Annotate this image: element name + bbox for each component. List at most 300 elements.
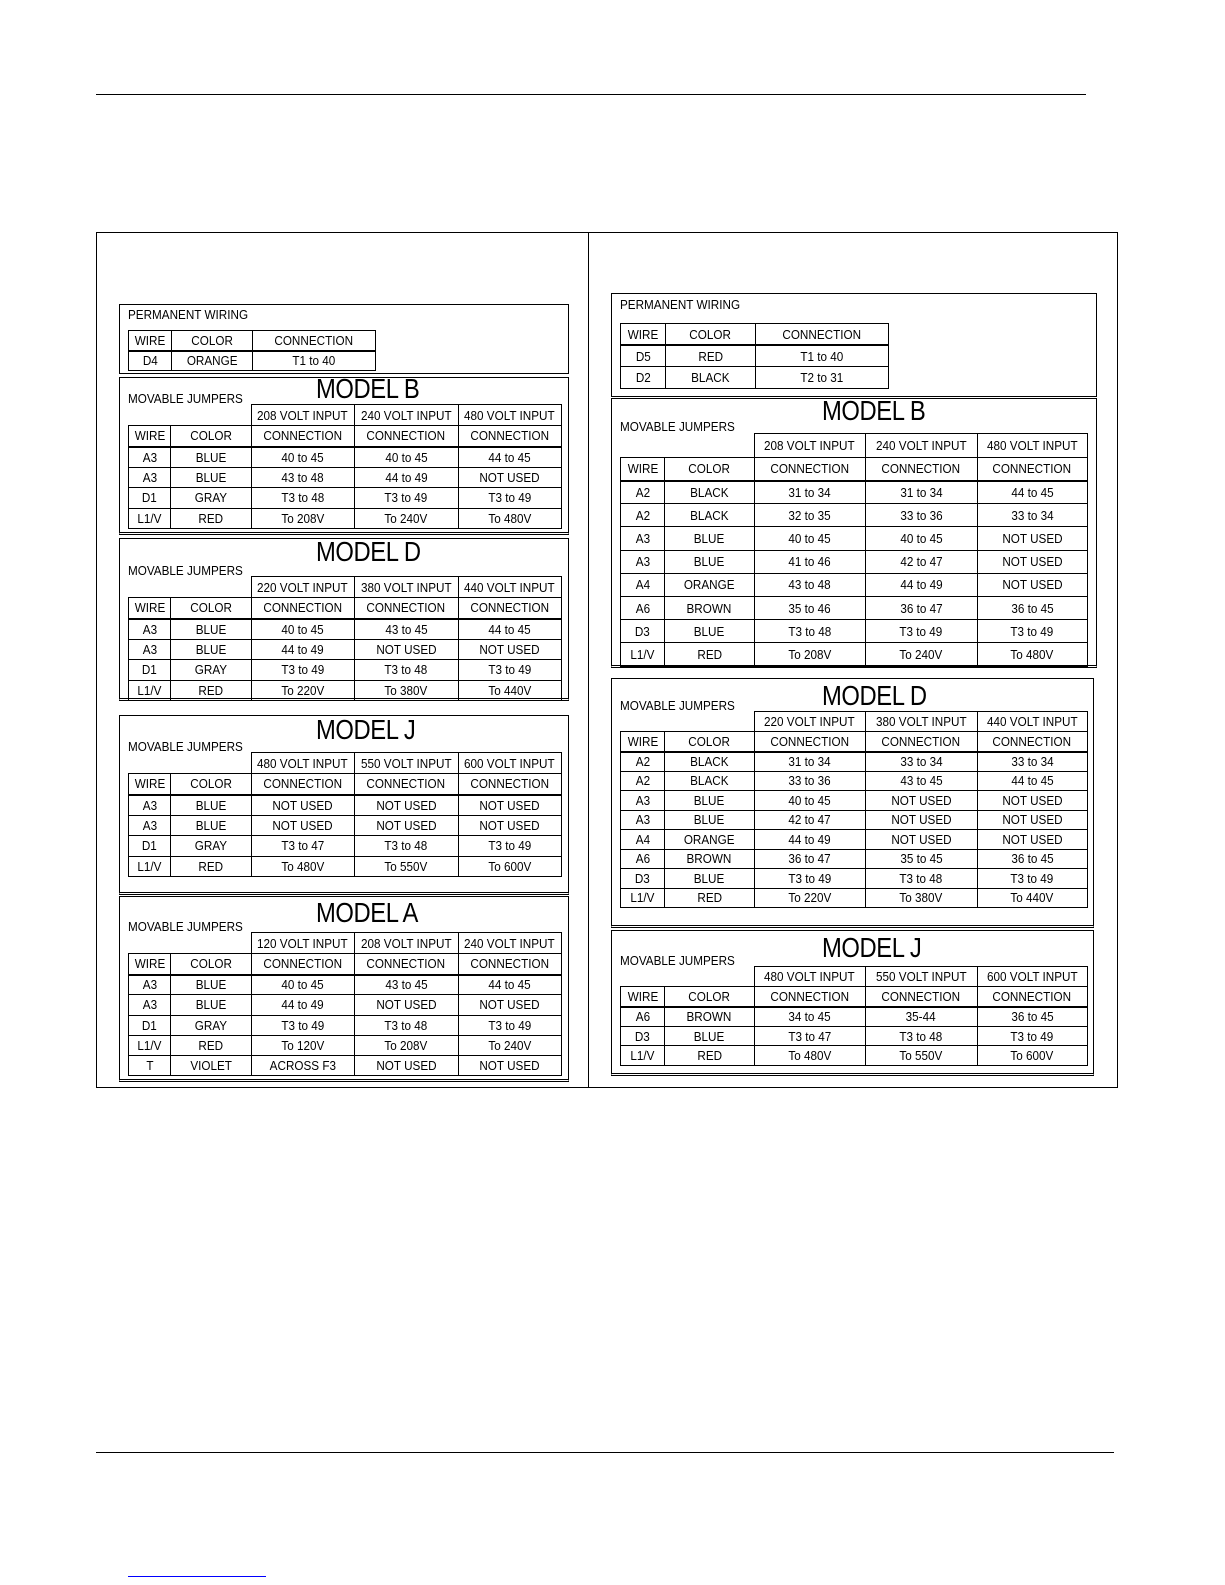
connection-cell — [977, 1046, 1087, 1066]
connection-cell-text: NOT USED — [890, 792, 952, 808]
connection-cell-text: 43 to 45 — [384, 977, 428, 993]
connection-cell — [977, 771, 1087, 791]
table-row — [621, 888, 1088, 908]
connection-cell-text: T3 to 48 — [384, 838, 428, 854]
connection-header — [251, 774, 354, 795]
voltage-header — [754, 967, 865, 987]
connection-cell-text: 35 to 46 — [788, 600, 831, 616]
left-model-b-title: MODEL B — [316, 373, 420, 404]
voltage-header — [354, 753, 458, 774]
frame-divider — [588, 232, 589, 1088]
connection-cell-text: 35-44 — [906, 1009, 936, 1025]
connection-header — [354, 426, 458, 447]
color-cell — [171, 447, 252, 468]
connection-cell-text: 44 to 49 — [899, 577, 943, 593]
connection-cell-text: 44 to 45 — [488, 621, 531, 637]
table-row — [621, 1026, 1088, 1046]
table-row — [129, 508, 562, 529]
connection-cell-text: T3 to 47 — [281, 838, 324, 854]
color-cell — [665, 849, 755, 869]
connection-cell — [458, 488, 561, 509]
connection-cell — [251, 975, 354, 995]
connection-cell — [865, 1046, 977, 1066]
connection-header-text: CONNECTION — [470, 428, 549, 444]
connection-cell-text: To 208V — [384, 1038, 428, 1054]
wire-cell-text: A6 — [635, 600, 650, 616]
color-cell — [171, 995, 252, 1015]
wire-header — [621, 324, 666, 346]
connection-cell — [458, 619, 561, 640]
connection-cell-text: NOT USED — [1001, 792, 1063, 808]
connection-cell — [354, 447, 458, 468]
left-model-j-table — [128, 752, 562, 877]
connection-cell-text: T3 to 49 — [384, 490, 428, 506]
table-row — [129, 1015, 562, 1035]
voltage-header-text: 380 VOLT INPUT — [875, 714, 967, 729]
color-cell-text: BROWN — [686, 851, 732, 867]
table-header-row — [129, 954, 562, 975]
wire-header — [129, 954, 171, 975]
connection-cell — [354, 795, 458, 816]
connection-cell — [754, 849, 865, 869]
wire-header-text: WIRE — [627, 326, 659, 342]
wire-cell-text: A3 — [635, 812, 650, 828]
voltage-header-text: 600 VOLT INPUT — [464, 755, 555, 771]
table-row — [129, 975, 562, 995]
color-cell-text: BLUE — [693, 530, 725, 546]
table-header-row — [129, 598, 562, 619]
connection-cell-text: T3 to 48 — [899, 1028, 943, 1044]
color-cell — [171, 795, 252, 816]
connection-cell — [754, 869, 865, 889]
color-cell-text: VIOLET — [189, 1058, 232, 1074]
color-header-text: COLOR — [189, 600, 232, 616]
table-row — [621, 481, 1088, 504]
voltage-header-text: 440 VOLT INPUT — [464, 579, 555, 595]
connection-cell — [754, 596, 865, 619]
wire-cell — [129, 639, 171, 660]
connection-cell — [865, 1026, 977, 1046]
voltage-header-text: 440 VOLT INPUT — [986, 714, 1078, 729]
wire-header-text: WIRE — [134, 428, 165, 444]
table-header-row — [129, 331, 376, 351]
connection-cell — [756, 345, 889, 367]
voltage-header-text: 240 VOLT INPUT — [360, 407, 452, 423]
left-model-j-movable-jumpers-label: MOVABLE JUMPERS — [128, 739, 243, 754]
wire-cell — [621, 830, 665, 850]
connection-cell — [354, 467, 458, 488]
connection-cell-text: 31 to 34 — [788, 754, 831, 769]
connection-cell-text: NOT USED — [479, 641, 540, 657]
color-cell — [665, 1026, 755, 1046]
color-cell-text: BLUE — [693, 554, 725, 570]
color-cell — [665, 791, 755, 811]
color-cell-text: BLUE — [195, 641, 227, 657]
connection-cell-text: 31 to 34 — [899, 484, 943, 500]
connection-cell-text: NOT USED — [479, 1058, 540, 1074]
connection-cell-text: NOT USED — [479, 817, 540, 833]
color-cell — [171, 680, 252, 701]
connection-header-text: CONNECTION — [992, 461, 1072, 477]
voltage-header-row — [129, 577, 562, 598]
connection-header — [458, 774, 561, 795]
wire-cell-text: L1/V — [630, 890, 655, 906]
color-cell — [665, 504, 755, 527]
wire-cell — [621, 596, 665, 619]
connection-cell-text: 36 to 45 — [1010, 600, 1054, 616]
connection-cell — [251, 815, 354, 836]
color-cell-text: ORANGE — [186, 353, 238, 369]
table-row — [621, 771, 1088, 791]
connection-cell-text: 40 to 45 — [281, 621, 324, 637]
connection-cell-text: T3 to 49 — [488, 662, 531, 678]
connection-cell-text: 36 to 47 — [788, 851, 831, 867]
connection-cell-text: 43 to 48 — [788, 577, 831, 593]
connection-cell — [458, 508, 561, 529]
connection-cell — [251, 660, 354, 681]
connection-cell — [865, 1007, 977, 1027]
wire-cell — [621, 345, 666, 367]
table-row — [621, 752, 1088, 772]
connection-cell-text: T3 to 48 — [788, 623, 831, 639]
wire-cell-text: A3 — [142, 977, 157, 993]
wire-cell-text: D1 — [142, 662, 157, 678]
wire-cell — [129, 995, 171, 1015]
blank-cell — [171, 577, 252, 598]
connection-header — [977, 458, 1087, 481]
color-cell-text: BLACK — [690, 484, 729, 500]
connection-cell — [354, 975, 458, 995]
table-row — [621, 643, 1088, 666]
connection-cell — [754, 888, 865, 908]
connection-cell-text: T3 to 49 — [488, 1017, 531, 1033]
connection-cell — [354, 508, 458, 529]
color-cell — [171, 619, 252, 640]
left-model-d-movable-jumpers-label: MOVABLE JUMPERS — [128, 563, 243, 578]
table-row — [621, 810, 1088, 830]
voltage-header-row — [621, 434, 1088, 458]
right-model-b-table — [620, 433, 1088, 667]
wire-cell — [129, 1015, 171, 1035]
connection-cell — [754, 643, 865, 666]
connection-cell — [251, 447, 354, 468]
connection-cell-text: To 380V — [384, 682, 428, 698]
connection-cell — [458, 815, 561, 836]
voltage-header — [977, 967, 1087, 987]
table-row — [129, 1056, 562, 1076]
connection-cell — [977, 869, 1087, 889]
connection-cell — [977, 620, 1087, 643]
connection-cell — [754, 481, 865, 504]
wire-cell-text: D5 — [635, 348, 651, 364]
color-cell — [172, 351, 253, 371]
connection-cell-text: To 480V — [1010, 646, 1054, 662]
wire-header — [129, 598, 171, 619]
connection-header — [251, 426, 354, 447]
wire-cell — [129, 815, 171, 836]
connection-cell — [865, 830, 977, 850]
connection-cell — [865, 771, 977, 791]
color-cell-text: GRAY — [194, 662, 227, 678]
color-cell-text: BLACK — [690, 507, 729, 523]
connection-cell-text: To 208V — [281, 510, 324, 526]
connection-cell-text: NOT USED — [890, 831, 952, 847]
connection-cell-text: To 120V — [281, 1038, 324, 1054]
wire-cell-text: D1 — [142, 1017, 157, 1033]
table-row — [621, 367, 889, 389]
wire-cell-text: A3 — [142, 469, 157, 485]
connection-cell — [458, 995, 561, 1015]
table-row — [129, 447, 562, 468]
wire-cell — [129, 1056, 171, 1076]
connection-cell-text: 42 to 47 — [899, 554, 943, 570]
color-cell — [665, 1007, 755, 1027]
color-cell — [171, 488, 252, 509]
color-cell-text: BLUE — [195, 977, 227, 993]
color-cell — [171, 660, 252, 681]
table-header-row — [129, 426, 562, 447]
connection-cell — [251, 467, 354, 488]
connection-cell — [354, 1056, 458, 1076]
left-model-a-table — [128, 932, 562, 1076]
connection-cell-text: T3 to 49 — [1010, 870, 1054, 886]
connection-header-text: CONNECTION — [366, 956, 446, 972]
wire-cell-text: A4 — [635, 831, 650, 847]
connection-cell-text: 44 to 49 — [788, 831, 831, 847]
wire-header-text: WIRE — [627, 733, 658, 749]
connection-header — [977, 732, 1087, 752]
wire-cell-text: A3 — [635, 530, 650, 546]
connection-cell — [977, 504, 1087, 527]
wire-cell — [129, 619, 171, 640]
footer-link-underline[interactable] — [128, 1576, 266, 1577]
wire-cell-text: L1/V — [137, 858, 162, 874]
connection-header — [458, 426, 561, 447]
wire-cell-text: D1 — [142, 838, 157, 854]
blank-cell — [621, 712, 665, 732]
color-cell-text: GRAY — [194, 1017, 227, 1033]
voltage-header-text: 240 VOLT INPUT — [875, 438, 967, 453]
color-header-text: COLOR — [189, 776, 232, 792]
left-permanent-wiring-table — [128, 330, 376, 371]
color-cell — [665, 771, 755, 791]
connection-cell-text: To 208V — [788, 646, 831, 662]
connection-cell-text: 44 to 45 — [1010, 773, 1054, 789]
connection-cell — [458, 856, 561, 877]
color-cell — [665, 643, 755, 666]
color-cell — [171, 836, 252, 857]
wire-cell-text: D4 — [142, 353, 158, 369]
color-cell — [171, 1035, 252, 1055]
wire-cell-text: L1/V — [630, 1048, 655, 1064]
table-row — [621, 830, 1088, 850]
wire-cell-text: A2 — [635, 754, 650, 769]
blank-cell — [665, 712, 755, 732]
wire-cell-text: A6 — [635, 1009, 650, 1025]
connection-cell-text: NOT USED — [1001, 530, 1063, 546]
connection-cell-text: 40 to 45 — [899, 530, 943, 546]
table-row — [129, 1035, 562, 1055]
connection-header — [354, 598, 458, 619]
connection-cell-text: To 220V — [281, 682, 324, 698]
color-header-text: COLOR — [189, 428, 232, 444]
connection-cell-text: 36 to 45 — [1010, 1009, 1054, 1025]
connection-cell-text: NOT USED — [375, 641, 437, 657]
connection-cell — [754, 771, 865, 791]
connection-header-text: CONNECTION — [263, 956, 342, 972]
wire-cell — [129, 975, 171, 995]
voltage-header — [977, 712, 1087, 732]
wire-cell — [129, 488, 171, 509]
connection-cell — [754, 620, 865, 643]
wire-cell — [129, 1035, 171, 1055]
wire-header — [129, 774, 171, 795]
wire-cell — [621, 752, 665, 772]
color-cell-text: BLUE — [693, 812, 725, 828]
wire-header-text: WIRE — [134, 332, 166, 348]
connection-cell — [977, 573, 1087, 596]
connection-cell — [354, 1035, 458, 1055]
connection-cell — [251, 508, 354, 529]
wire-cell — [621, 1026, 665, 1046]
voltage-header — [865, 712, 977, 732]
connection-cell — [251, 488, 354, 509]
connection-cell — [251, 680, 354, 701]
color-cell-text: RED — [696, 890, 722, 906]
connection-cell-text: 43 to 45 — [899, 773, 943, 789]
connection-header — [977, 987, 1087, 1007]
wire-cell — [129, 680, 171, 701]
color-cell-text: BLUE — [693, 623, 725, 639]
connection-cell — [251, 836, 354, 857]
left-model-a-title: MODEL A — [316, 897, 418, 928]
color-cell-text: RED — [696, 1048, 722, 1064]
connection-cell-text: T3 to 48 — [384, 1017, 428, 1033]
color-cell-text: GRAY — [194, 838, 227, 854]
voltage-header — [458, 405, 561, 426]
wire-cell-text: D3 — [635, 870, 650, 886]
connection-cell — [977, 596, 1087, 619]
wire-cell-text: L1/V — [137, 1038, 162, 1054]
wire-cell — [621, 527, 665, 550]
wire-cell-text: D3 — [635, 623, 650, 639]
wire-cell-text: A2 — [635, 484, 650, 500]
right-model-b-title: MODEL B — [822, 395, 926, 426]
color-cell-text: BROWN — [686, 1009, 732, 1025]
voltage-header-text: 380 VOLT INPUT — [360, 579, 452, 595]
voltage-header — [977, 434, 1087, 458]
color-cell — [665, 869, 755, 889]
connection-cell — [977, 830, 1087, 850]
connection-cell — [865, 643, 977, 666]
connection-cell-text: T1 to 40 — [292, 353, 336, 369]
connection-cell — [251, 856, 354, 877]
wire-cell — [621, 550, 665, 573]
color-header — [171, 774, 252, 795]
color-cell — [665, 481, 755, 504]
wire-cell — [621, 573, 665, 596]
wire-header-text: WIRE — [134, 956, 165, 972]
table-header-row — [129, 774, 562, 795]
connection-header-text: CONNECTION — [263, 776, 342, 792]
connection-cell-text: NOT USED — [479, 469, 540, 485]
color-cell-text: BLUE — [195, 469, 227, 485]
right-model-j-table — [620, 966, 1088, 1066]
blank-cell — [129, 405, 171, 426]
wire-header — [129, 426, 171, 447]
wire-cell — [621, 367, 666, 389]
table-row — [621, 550, 1088, 573]
wire-cell — [621, 869, 665, 889]
table-row — [621, 596, 1088, 619]
connection-cell-text: T3 to 49 — [281, 1017, 324, 1033]
blank-cell — [621, 967, 665, 987]
connection-header-text: CONNECTION — [881, 988, 961, 1004]
connection-cell-text: T1 to 40 — [800, 348, 844, 364]
wire-cell-text: D3 — [635, 1028, 650, 1044]
connection-cell-text: NOT USED — [1001, 831, 1063, 847]
wire-cell — [129, 795, 171, 816]
connection-header-text: CONNECTION — [770, 988, 849, 1004]
color-cell-text: ORANGE — [683, 577, 735, 593]
voltage-header-text: 600 VOLT INPUT — [986, 969, 1078, 984]
connection-cell-text: 36 to 47 — [899, 600, 943, 616]
table-row — [129, 467, 562, 488]
header-rule — [96, 94, 1086, 95]
connection-cell — [865, 810, 977, 830]
wire-cell — [621, 791, 665, 811]
color-cell-text: RED — [698, 348, 723, 364]
connection-cell — [251, 795, 354, 816]
connection-cell-text: T3 to 48 — [899, 870, 943, 886]
wire-cell — [621, 1046, 665, 1066]
connection-cell — [754, 791, 865, 811]
wire-cell-text: A6 — [635, 851, 650, 867]
color-cell — [665, 888, 755, 908]
wire-header-text: WIRE — [134, 600, 165, 616]
connection-cell — [865, 504, 977, 527]
connection-header-text: CONNECTION — [366, 428, 446, 444]
voltage-header-text: 240 VOLT INPUT — [464, 935, 555, 951]
connection-cell-text: NOT USED — [375, 817, 437, 833]
connection-cell-text: To 240V — [899, 646, 943, 662]
wire-cell — [621, 620, 665, 643]
table-row — [129, 488, 562, 509]
voltage-header — [754, 712, 865, 732]
connection-cell — [354, 619, 458, 640]
voltage-header-text: 480 VOLT INPUT — [764, 969, 855, 984]
voltage-header-text: 120 VOLT INPUT — [257, 935, 348, 951]
connection-cell — [865, 849, 977, 869]
wire-cell-text: A2 — [635, 507, 650, 523]
wire-cell-text: A2 — [635, 773, 650, 789]
left-model-b-table — [128, 404, 562, 529]
voltage-header — [251, 753, 354, 774]
connection-cell-text: 44 to 49 — [281, 641, 324, 657]
connection-cell — [865, 550, 977, 573]
wire-header-text: WIRE — [627, 461, 658, 477]
color-cell — [665, 752, 755, 772]
connection-cell-text: 33 to 34 — [1010, 754, 1054, 769]
connection-cell-text: 33 to 36 — [899, 507, 943, 523]
connection-cell-text: 40 to 45 — [281, 977, 324, 993]
connection-cell-text: T3 to 49 — [1010, 623, 1054, 639]
wire-cell — [621, 504, 665, 527]
right-permanent-wiring-label: PERMANENT WIRING — [620, 297, 741, 312]
wire-cell — [621, 643, 665, 666]
voltage-header-row — [129, 405, 562, 426]
color-cell-text: BLUE — [195, 797, 227, 813]
